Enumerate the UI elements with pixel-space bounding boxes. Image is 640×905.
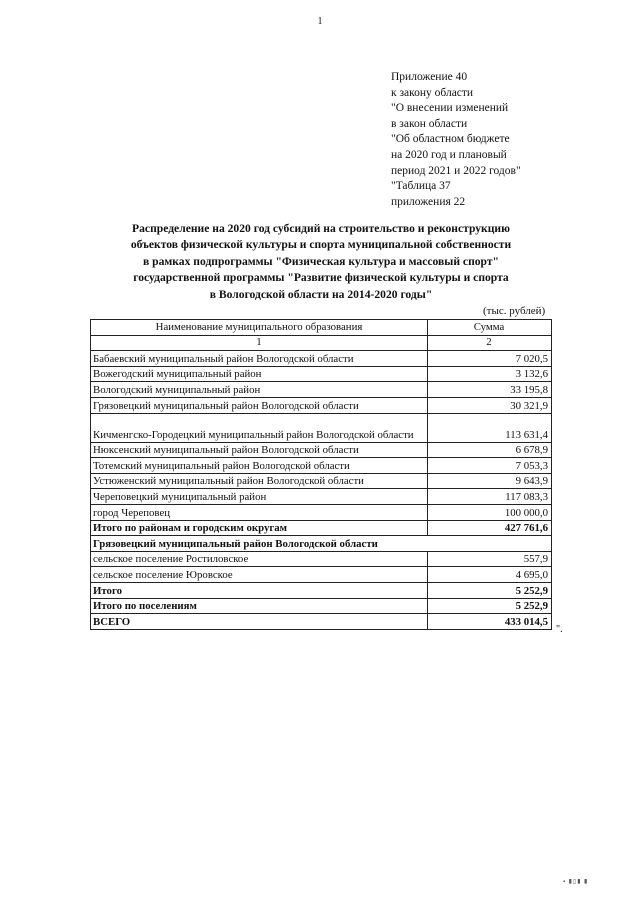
table-row xyxy=(91,504,552,520)
row-name: Вожегодский муниципальный район xyxy=(91,366,428,382)
scan-mark: ▪ ▮▯▮ ▮ xyxy=(563,879,589,885)
appendix-line: на 2020 год и плановый xyxy=(391,148,507,161)
section-heading-row xyxy=(91,536,552,552)
subtotal-row xyxy=(91,598,552,614)
title-line: объектов физической культуры и спорта муниципальной собственности xyxy=(130,238,512,252)
table-row xyxy=(91,489,552,505)
table-row xyxy=(91,567,552,583)
table-row xyxy=(91,473,552,489)
row-name: город Череповец xyxy=(91,504,428,520)
row-name: Нюксенский муниципальный район Вологодской области xyxy=(91,442,428,458)
column-number: 1 xyxy=(91,335,428,351)
row-value: 30 321,9 xyxy=(428,397,552,413)
header-name: Наименование муниципального образования xyxy=(91,320,428,336)
appendix-line: в закон области xyxy=(391,117,468,130)
title-line: в Вологодской области на 2014-2020 годы" xyxy=(209,287,433,301)
row-value: 6 678,9 xyxy=(428,442,552,458)
row-value: 4 695,0 xyxy=(428,567,552,583)
appendix-line: к закону области xyxy=(391,86,474,99)
row-name: Грязовецкий муниципальный район Вологодской области xyxy=(91,397,428,413)
appendix-line: период 2021 и 2022 годов" xyxy=(391,164,521,177)
row-name: Тотемский муниципальный район Вологодской области xyxy=(91,458,428,474)
title-line: в рамках подпрограммы "Физическая культура и массовый спорт" xyxy=(143,254,499,268)
table-row xyxy=(91,413,552,442)
row-value: 113 631,4 xyxy=(428,413,552,442)
appendix-line: "Таблица 37 xyxy=(391,180,451,193)
document-title xyxy=(90,221,552,303)
row-value: 7 053,3 xyxy=(428,458,552,474)
row-name: Кичменгско-Городецкий муниципальный район Вологодской области xyxy=(91,413,428,442)
header-sum: Сумма xyxy=(428,320,552,336)
row-value: 5 252,9 xyxy=(428,582,552,598)
closing-quote: ". xyxy=(556,624,563,635)
subtotal-row xyxy=(91,520,552,536)
row-name: Итого по поселениям xyxy=(91,598,428,614)
title-line: Распределение на 2020 год субсидий на строительство и реконструкцию xyxy=(132,222,510,235)
column-number: 2 xyxy=(428,335,552,351)
row-value: 7 020,5 xyxy=(428,351,552,367)
table-row xyxy=(91,382,552,398)
table-header-row xyxy=(91,320,552,336)
row-name: сельское поселение Ростиловское xyxy=(91,551,428,567)
row-value: 3 132,6 xyxy=(428,366,552,382)
table-row xyxy=(91,442,552,458)
table-row xyxy=(91,351,552,367)
row-value: 100 000,0 xyxy=(428,504,552,520)
row-name: Устюженский муниципальный район Вологодской области xyxy=(91,473,428,489)
row-name: Итого по районам и городским округам xyxy=(91,520,428,536)
title-line: государственной программы "Развитие физической культуры и спорта xyxy=(133,271,509,285)
row-value: 117 083,3 xyxy=(428,489,552,505)
appendix-line: "О внесении изменений xyxy=(391,102,509,115)
table-row xyxy=(91,551,552,567)
page-number: 1 xyxy=(317,16,323,27)
row-value: 433 014,5 xyxy=(428,614,552,630)
table-row xyxy=(91,458,552,474)
row-value: 427 761,6 xyxy=(428,520,552,536)
appendix-line: Приложение 40 xyxy=(391,71,468,83)
table-row xyxy=(91,366,552,382)
row-name: Череповецкий муниципальный район xyxy=(91,489,428,505)
row-name: Вологодский муниципальный район xyxy=(91,382,428,398)
row-value: 5 252,9 xyxy=(428,598,552,614)
column-number-row xyxy=(91,335,552,351)
row-value: 33 195,8 xyxy=(428,382,552,398)
appendix-header xyxy=(391,70,521,210)
row-name: Бабаевский муниципальный район Вологодской области xyxy=(91,351,428,367)
row-value: 9 643,9 xyxy=(428,473,552,489)
subsidy-table xyxy=(90,319,552,630)
row-name: ВСЕГО xyxy=(91,614,428,630)
appendix-line: приложения 22 xyxy=(391,195,466,208)
row-name: сельское поселение Юровское xyxy=(91,567,428,583)
row-value: 557,9 xyxy=(428,551,552,567)
table-row xyxy=(91,397,552,413)
appendix-line: "Об областном бюджете xyxy=(391,133,510,146)
subtotal-row xyxy=(91,582,552,598)
grand-total-row xyxy=(91,614,552,630)
units-label: (тыс. рублей) xyxy=(483,305,546,317)
section-heading: Грязовецкий муниципальный район Вологодской области xyxy=(91,536,552,552)
row-name: Итого xyxy=(91,582,428,598)
